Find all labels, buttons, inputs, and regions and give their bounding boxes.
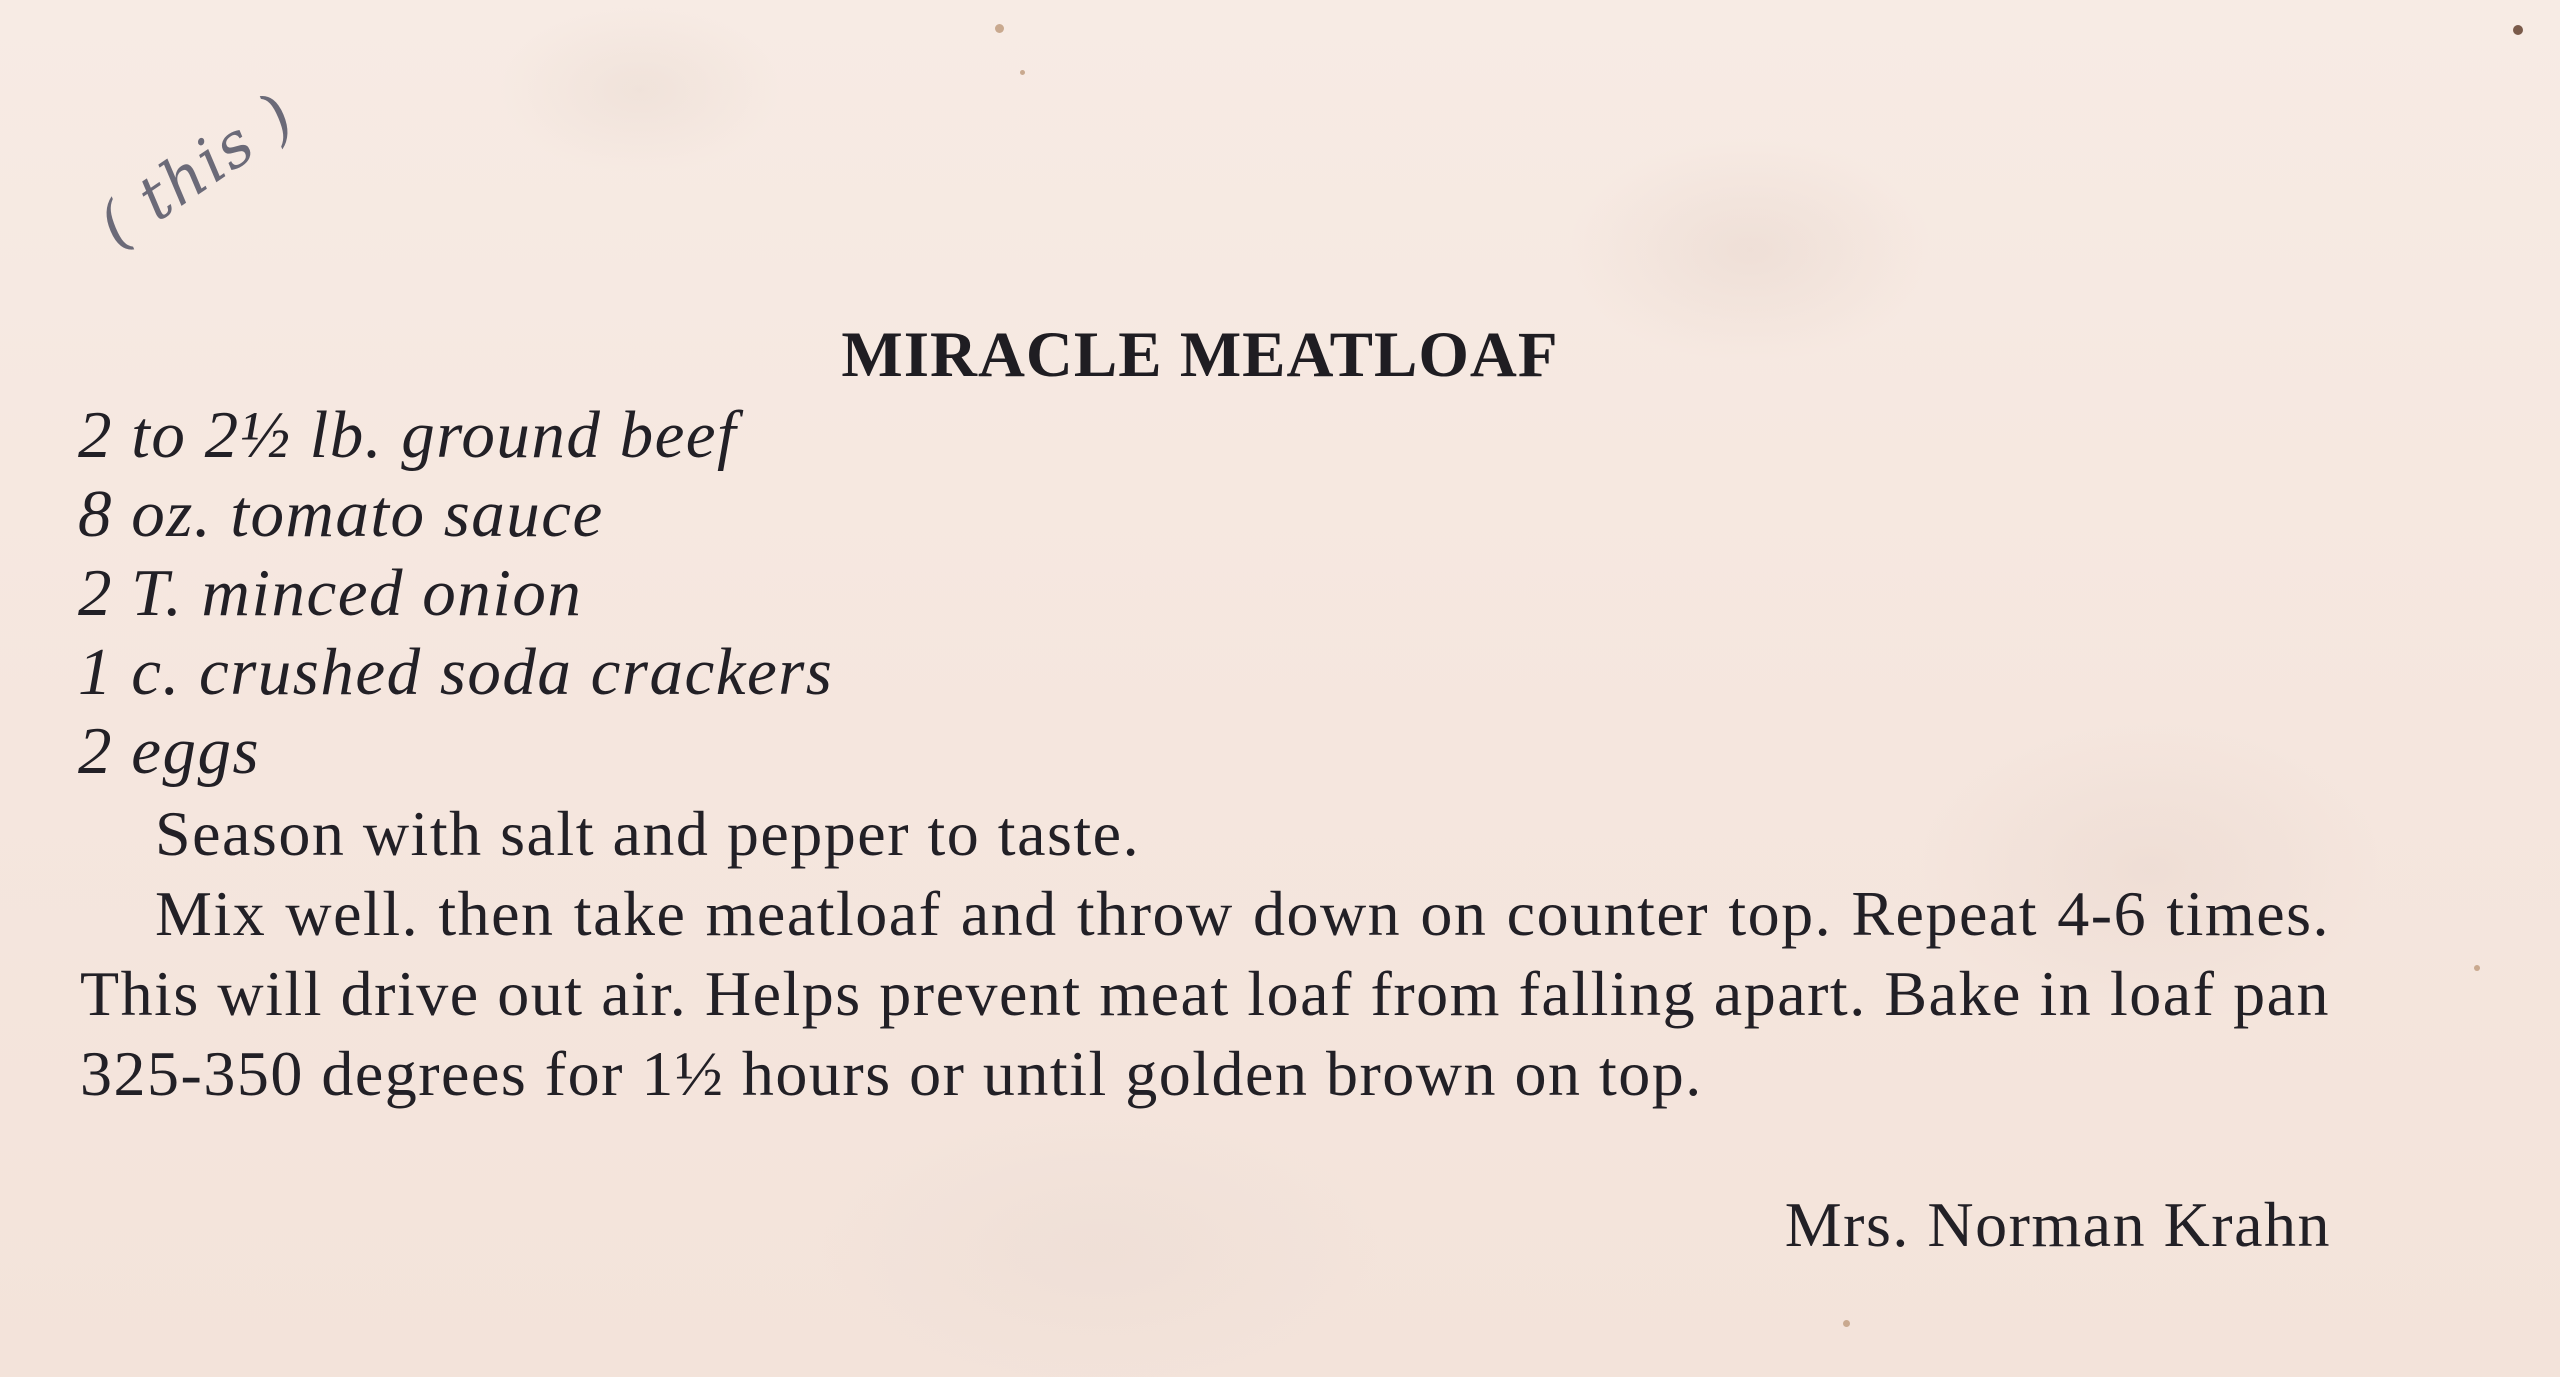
instructions — [80, 794, 2330, 1114]
ingredient-item: 1 c. crushed soda crackers — [78, 635, 834, 709]
paper-speck — [2474, 965, 2480, 971]
paper-speck — [2513, 25, 2523, 35]
instruction-paragraph: Season with salt and pepper to taste. — [155, 798, 1141, 869]
paper-speck — [995, 24, 1004, 33]
instruction-paragraph: Mix well. then take meatloaf and throw down on counter top. Repeat 4-6 times. This will drive out air. Helps prevent meat loaf from falling apart. Bake in loaf pan 325-350 degrees for 1½ hours or until golden brown on top. — [80, 878, 2330, 1109]
paper-speck — [1843, 1320, 1850, 1327]
handwritten-note: ( this ) — [84, 78, 309, 262]
paper-speck — [1020, 70, 1025, 75]
ingredient-item: 8 oz. tomato sauce — [78, 477, 604, 551]
attribution: Mrs. Norman Krahn — [1784, 1189, 2331, 1260]
ingredient-item: 2 T. minced onion — [78, 556, 583, 630]
recipe-title: MIRACLE MEATLOAF — [841, 319, 1559, 391]
ingredient-item: 2 eggs — [78, 714, 261, 788]
ingredient-list — [78, 396, 833, 791]
ingredient-item: 2 to 2½ lb. ground beef — [78, 398, 738, 472]
